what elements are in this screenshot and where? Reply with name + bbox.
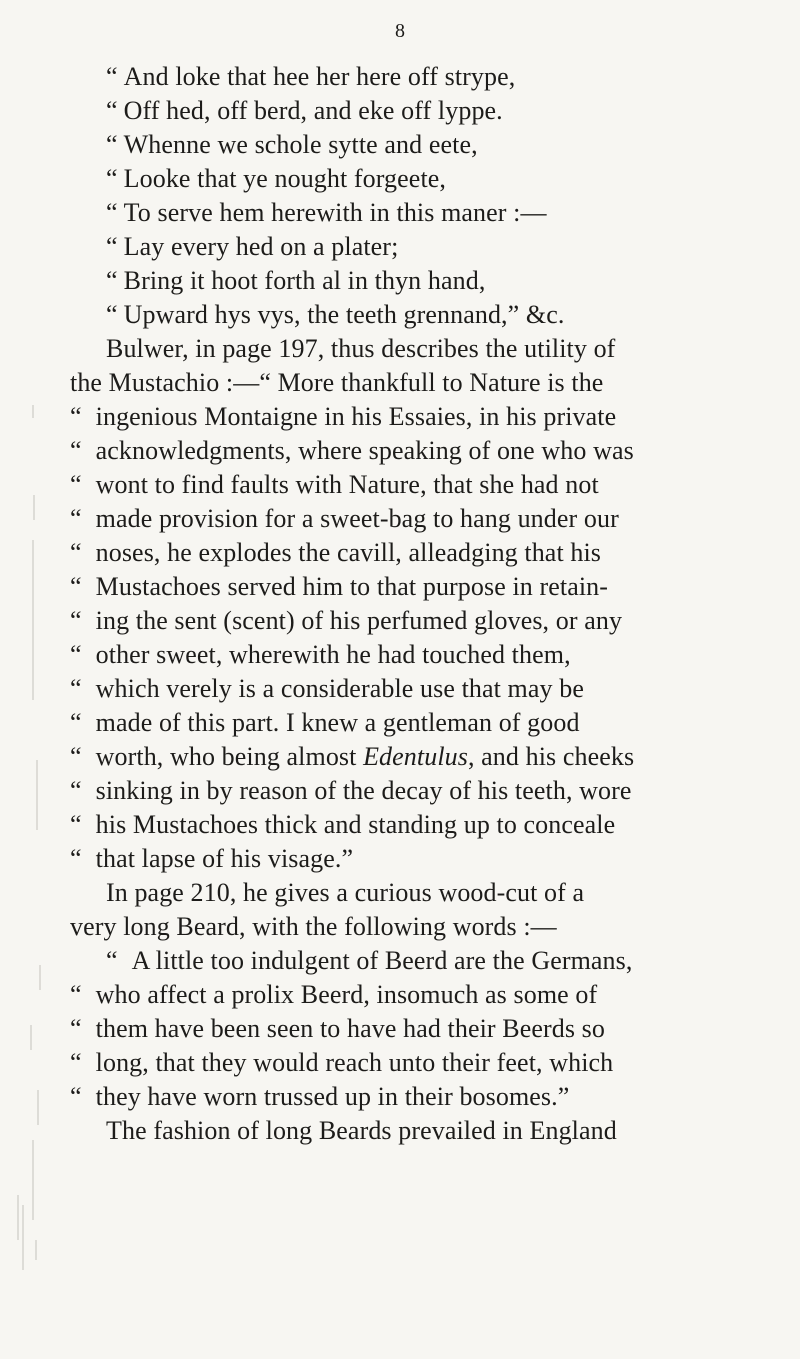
quoted-line: “ wont to find faults with Nature, that she had not [70, 470, 599, 499]
paragraph-line: In page 210, he gives a curious wood-cut of a [106, 878, 585, 907]
quoted-line: “ ing the sent (scent) of his perfumed gloves, or any [70, 606, 623, 635]
quoted-line: “ other sweet, wherewith he had touched them, [70, 640, 571, 669]
poem-line: “ Whenne we schole sytte and eete, [106, 130, 478, 159]
quoted-line: “ worth, who being almost Edentulus, and his cheeks [70, 742, 635, 771]
quoted-line: “ made of this part. I knew a gentleman of good [70, 708, 580, 737]
quoted-line: “ that lapse of his visage.” [70, 844, 354, 873]
paragraph-line: very long Beard, with the following words :— [70, 912, 557, 941]
quoted-line: “ made provision for a sweet-bag to hang under our [70, 504, 619, 533]
quoted-line: “ Mustachoes served him to that purpose in retain- [70, 572, 609, 601]
quoted-line: “ them have been seen to have had their Beerds so [70, 1014, 605, 1043]
italic-word: Edentulus [363, 742, 468, 771]
poem-line: “ To serve hem herewith in this maner :— [106, 198, 547, 227]
quoted-line: “ his Mustachoes thick and standing up to conceale [70, 810, 616, 839]
paragraph-line: The fashion of long Beards prevailed in England [106, 1116, 617, 1145]
poem-line: “ Bring it hoot forth al in thyn hand, [106, 266, 486, 295]
poem-line: “ And loke that hee her here off strype, [106, 62, 516, 91]
quoted-line: “ sinking in by reason of the decay of his teeth, wore [70, 776, 632, 805]
quoted-line: “ they have worn trussed up in their bosomes.” [70, 1082, 570, 1111]
paragraph-line: the Mustachio :—“ More thankfull to Nature is the [70, 368, 604, 397]
quoted-line: “ who affect a prolix Beerd, insomuch as some of [70, 980, 598, 1009]
page-number: 8 [395, 20, 405, 42]
quoted-line: “ acknowledgments, where speaking of one who was [70, 436, 634, 465]
quoted-line: “ ingenious Montaigne in his Essaies, in his private [70, 402, 617, 431]
quoted-line: “ which verely is a considerable use that may be [70, 674, 584, 703]
quoted-line: “ long, that they would reach unto their feet, which [70, 1048, 614, 1077]
quoted-line: “ noses, he explodes the cavill, alleadging that his [70, 538, 602, 567]
paragraph-line: Bulwer, in page 197, thus describes the utility of [106, 334, 616, 363]
poem-line: “ Off hed, off berd, and eke off lyppe. [106, 96, 503, 125]
poem-line: “ Lay every hed on a plater; [106, 232, 399, 261]
poem-line: “ Upward hys vys, the teeth grennand,” &c. [106, 300, 565, 329]
quoted-line: “ A little too indulgent of Beerd are the Germans, [106, 946, 633, 975]
poem-line: “ Looke that ye nought forgeete, [106, 164, 447, 193]
